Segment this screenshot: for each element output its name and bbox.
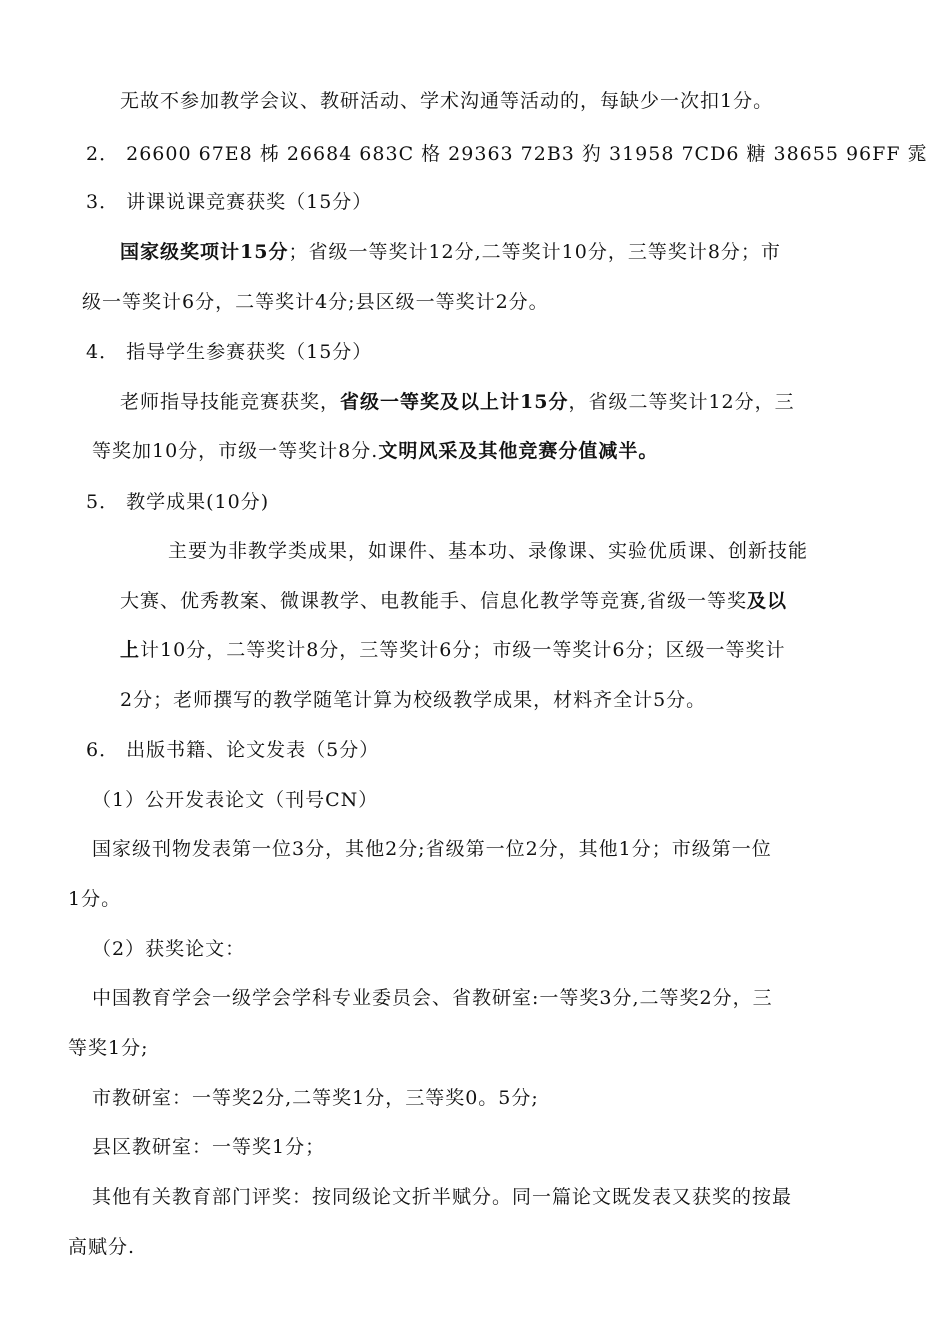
paragraph-award-other: 其他有关教育部门评奖：按同级论文折半赋分。同一篇论文既发表又获奖的按最 bbox=[92, 1186, 793, 1208]
item-6-heading: 6． 出版书籍、论文发表（5分） bbox=[86, 739, 380, 761]
text-provincial-second: ，省级二等奖计12分，三 bbox=[568, 391, 795, 413]
paragraph-attendance: 无故不参加教学会议、教研活动、学术沟通等活动的，每缺少一次扣1分。 bbox=[120, 90, 774, 112]
text-competitions: 大赛、优秀教案、微课教学、电教能手、信息化教学等竞赛,省级一等奖 bbox=[120, 590, 748, 612]
text-score-levels: 计10分，二等奖计8分，三等奖计6分；市级一等奖计6分；区级一等奖计 bbox=[140, 639, 786, 661]
subheading-published-papers: （1）公开发表论文（刊号CN） bbox=[92, 789, 379, 811]
subheading-award-papers: （2）获奖论文： bbox=[92, 938, 246, 960]
paragraph-award-national: 中国教育学会一级学会学科专业委员会、省教研室:一等奖3分,二等奖2分，三 bbox=[92, 987, 773, 1009]
bold-national-award: 国家级奖项计15分 bbox=[120, 241, 289, 263]
paragraph-published-papers-cont: 1分。 bbox=[68, 888, 122, 910]
paragraph-teaching-results-cont-1 bbox=[120, 588, 787, 614]
text-third-prize: 等奖加10分，市级一等奖计8分. bbox=[92, 440, 379, 462]
paragraph-award-city: 市教研室：一等奖2分,二等奖1分，三等奖0。5分; bbox=[92, 1087, 539, 1109]
item-2-heading: 2． 26600 67E8 柹 26684 683C 格 29363 72B3 犳 31958 7CD6 糖 38655 96FF 雿 bbox=[86, 143, 928, 165]
item-3-heading: 3． 讲课说课竞赛获奖（15分） bbox=[86, 191, 373, 213]
paragraph-lecture-awards bbox=[120, 239, 781, 265]
bold-provincial-first: 省级一等奖及以上计15分 bbox=[340, 391, 569, 413]
paragraph-award-national-cont: 等奖1分; bbox=[68, 1037, 149, 1059]
paragraph-teaching-results-cont-2 bbox=[120, 637, 785, 663]
item-4-heading: 4． 指导学生参赛获奖（15分） bbox=[86, 341, 373, 363]
paragraph-student-guidance-cont bbox=[92, 438, 658, 464]
item-5-heading: 5． 教学成果(10分) bbox=[86, 491, 270, 513]
paragraph-published-papers: 国家级刊物发表第一位3分，其他2分;省级第一位2分，其他1分；市级第一位 bbox=[92, 838, 772, 860]
paragraph-teaching-results: 主要为非教学类成果，如课件、基本功、录像课、实验优质课、创新技能 bbox=[168, 540, 809, 562]
paragraph-student-guidance bbox=[120, 389, 795, 415]
paragraph-award-other-cont: 高赋分. bbox=[68, 1236, 136, 1258]
bold-above: 上 bbox=[120, 639, 141, 661]
paragraph-teaching-results-cont-3: 2分；老师撰写的教学随笔计算为校级教学成果，材料齐全计5分。 bbox=[120, 689, 707, 711]
bold-and-above: 及以 bbox=[747, 590, 788, 612]
paragraph-lecture-awards-cont: 级一等奖计6分，二等奖计4分;县区级一等奖计2分。 bbox=[82, 291, 549, 313]
text-guidance-intro: 老师指导技能竞赛获奖， bbox=[120, 391, 341, 413]
text-provincial-awards: ；省级一等奖计12分,二等奖计10分，三等奖计8分；市 bbox=[288, 241, 781, 263]
bold-civility-halved: 文明风采及其他竞赛分值减半。 bbox=[378, 440, 659, 462]
paragraph-award-county: 县区教研室：一等奖1分； bbox=[92, 1136, 326, 1158]
